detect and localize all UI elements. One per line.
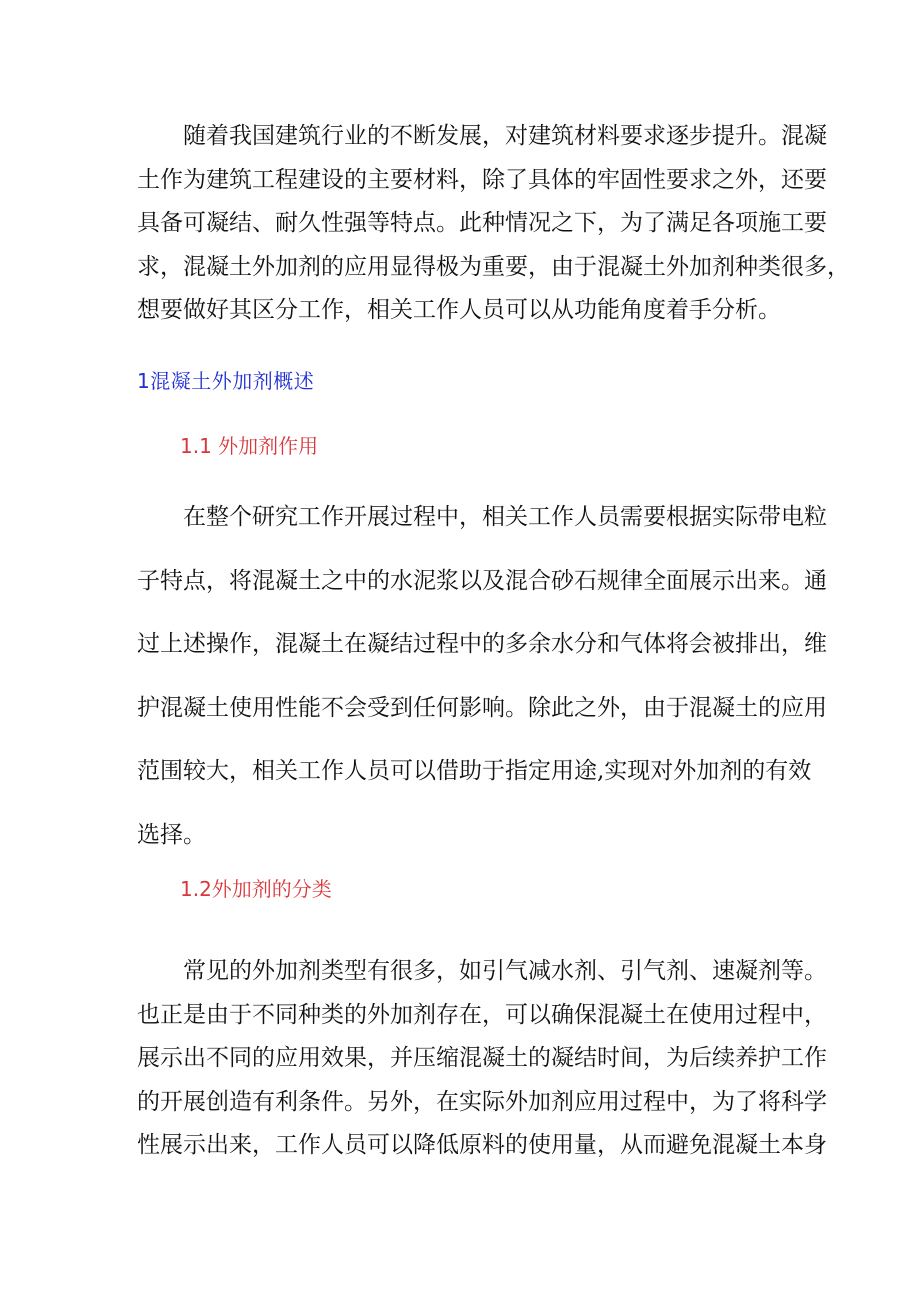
text-line: 也正是由于不同种类的外加剂存在，可以确保混凝土在使用过程中， [137,1001,827,1028]
intro-paragraph [137,115,850,333]
text-line: 的开展创造有利条件。另外，在实际外加剂应用过程中，为了将科学 [137,1088,827,1115]
text-line: 范围较大，相关工作人员可以借助于指定用途,实现对外加剂的有效 [137,758,812,784]
text-line: 想要做好其区分工作，相关工作人员可以从功能角度着手分析。 [137,297,781,323]
text-line: 过上述操作，混凝土在凝结过程中的多余水分和气体将会被排出，维 [137,631,827,657]
text-line: 展示出不同的应用效果，并压缩混凝土的凝结时间，为后续养护工作 [137,1045,827,1071]
text-line: 性展示出来，工作人员可以降低原料的使用量，从而避免混凝土本身 [137,1132,827,1158]
section-heading-1: 1混凝土外加剂概述 [137,369,315,393]
section-1-1-paragraph [137,486,827,867]
text-line: 在整个研究工作开展过程中，相关工作人员需要根据实际带电粒 [183,504,827,530]
text-line: 随着我国建筑行业的不断发展，对建筑材料要求逐步提升。混凝 [183,123,827,149]
text-line: 护混凝土使用性能不会受到任何影响。除此之外，由于混凝土的应用 [137,694,827,721]
text-line: 求，混凝土外加剂的应用显得极为重要，由于混凝土外加剂种类很多， [137,253,850,280]
text-line: 子特点，将混凝土之中的水泥浆以及混合砂石规律全面展示出来。通 [137,567,827,594]
text-line: 常见的外加剂类型有很多，如引气减水剂、引气剂、速凝剂等。 [183,958,827,984]
text-line: 选择。 [137,821,206,848]
text-line: 具备可凝结、耐久性强等特点。此种情况之下，为了满足各项施工要 [137,210,827,236]
section-heading-1-2: 1.2外加剂的分类 [180,877,332,901]
section-heading-1-1: 1.1 外加剂作用 [180,434,319,458]
text-line: 土作为建筑工程建设的主要材料，除了具体的牢固性要求之外，还要 [137,166,827,193]
section-1-2-paragraph [137,950,827,1168]
